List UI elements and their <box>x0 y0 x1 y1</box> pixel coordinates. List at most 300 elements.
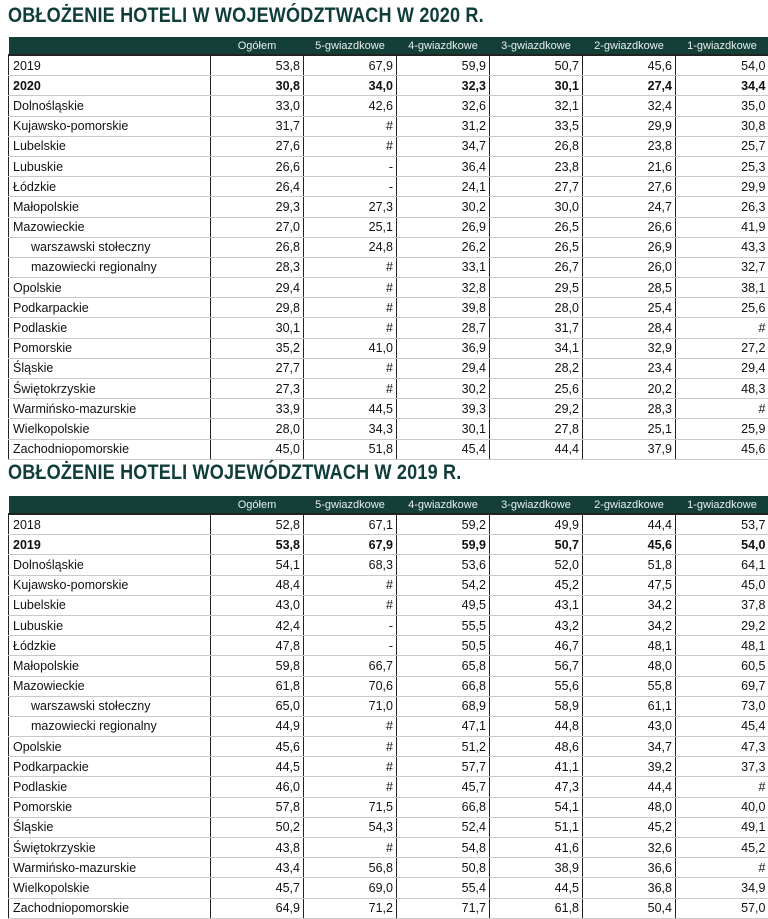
value-cell: 45,4 <box>397 439 490 459</box>
value-cell: 56,7 <box>490 656 583 676</box>
value-cell: 30,1 <box>211 318 304 338</box>
value-cell: 48,4 <box>211 575 304 595</box>
section-title: OBŁOŻENIE HOTELI WOJEWÓDZTWACH W 2019 R. <box>8 461 461 485</box>
value-cell: 59,8 <box>211 656 304 676</box>
value-cell: 45,2 <box>583 817 676 837</box>
value-cell: 45,7 <box>397 777 490 797</box>
value-cell: 73,0 <box>676 696 768 716</box>
value-cell: 28,0 <box>490 298 583 318</box>
value-cell: 54,0 <box>676 535 768 555</box>
value-cell: 39,3 <box>397 399 490 419</box>
value-cell: 33,0 <box>211 96 304 116</box>
value-cell: 23,8 <box>490 156 583 176</box>
value-cell: 49,5 <box>397 595 490 615</box>
region-label: 2020 <box>9 76 211 96</box>
value-cell: 43,0 <box>211 595 304 615</box>
value-cell: 26,5 <box>490 237 583 257</box>
header-cell: 5-gwiazdkowe <box>304 496 397 514</box>
table-row <box>9 419 768 439</box>
value-cell: 27,4 <box>583 76 676 96</box>
header-cell: 5-gwiazdkowe <box>304 37 397 55</box>
value-cell: 29,2 <box>676 615 768 635</box>
value-cell: 39,2 <box>583 757 676 777</box>
value-cell: 36,8 <box>583 878 676 898</box>
value-cell: 26,9 <box>583 237 676 257</box>
value-cell: # <box>676 399 768 419</box>
value-cell: 29,4 <box>397 358 490 378</box>
table-row <box>9 595 768 615</box>
value-cell: 49,9 <box>490 514 583 535</box>
value-cell: 45,2 <box>676 838 768 858</box>
region-label: Mazowieckie <box>9 676 211 696</box>
region-label: Łódzkie <box>9 636 211 656</box>
region-label: Podlaskie <box>9 777 211 797</box>
region-label: Dolnośląskie <box>9 96 211 116</box>
value-cell: 48,1 <box>583 636 676 656</box>
value-cell: 54,1 <box>211 555 304 575</box>
value-cell: 71,2 <box>304 898 397 918</box>
value-cell: 54,3 <box>304 817 397 837</box>
value-cell: 65,8 <box>397 656 490 676</box>
value-cell: 51,2 <box>397 737 490 757</box>
header-cell: 4-gwiazdkowe <box>397 496 490 514</box>
table-row <box>9 676 768 696</box>
table-row <box>9 156 768 176</box>
value-cell: 25,7 <box>676 136 768 156</box>
value-cell: 25,1 <box>304 217 397 237</box>
region-label: Podkarpackie <box>9 298 211 318</box>
value-cell: 30,2 <box>397 379 490 399</box>
table-row <box>9 197 768 217</box>
value-cell: 56,8 <box>304 858 397 878</box>
value-cell: 34,7 <box>397 136 490 156</box>
region-label: Kujawsko-pomorskie <box>9 116 211 136</box>
value-cell: 38,9 <box>490 858 583 878</box>
value-cell: 57,7 <box>397 757 490 777</box>
value-cell: - <box>304 156 397 176</box>
value-cell: 49,1 <box>676 817 768 837</box>
value-cell: 26,4 <box>211 177 304 197</box>
value-cell: 26,0 <box>583 257 676 277</box>
table-row <box>9 399 768 419</box>
value-cell: # <box>304 379 397 399</box>
value-cell: 51,8 <box>583 555 676 575</box>
value-cell: 34,1 <box>490 338 583 358</box>
value-cell: # <box>676 318 768 338</box>
value-cell: # <box>304 298 397 318</box>
value-cell: 35,2 <box>211 338 304 358</box>
value-cell: 53,7 <box>676 514 768 535</box>
value-cell: 41,6 <box>490 838 583 858</box>
value-cell: 59,9 <box>397 535 490 555</box>
value-cell: 28,3 <box>583 399 676 419</box>
value-cell: 65,0 <box>211 696 304 716</box>
table-row <box>9 858 768 878</box>
region-label: Wielkopolskie <box>9 419 211 439</box>
value-cell: 26,9 <box>397 217 490 237</box>
table-row <box>9 777 768 797</box>
value-cell: 52,4 <box>397 817 490 837</box>
value-cell: 61,8 <box>490 898 583 918</box>
region-label: Dolnośląskie <box>9 555 211 575</box>
region-label: 2018 <box>9 514 211 535</box>
value-cell: 43,0 <box>583 716 676 736</box>
value-cell: 48,1 <box>676 636 768 656</box>
value-cell: 27,3 <box>211 379 304 399</box>
value-cell: 70,6 <box>304 676 397 696</box>
table-row <box>9 797 768 817</box>
value-cell: - <box>304 636 397 656</box>
region-label: warszawski stołeczny <box>9 696 211 716</box>
region-label: Małopolskie <box>9 656 211 676</box>
header-cell: 1-gwiazdkowe <box>676 496 768 514</box>
value-cell: 68,3 <box>304 555 397 575</box>
value-cell: # <box>304 358 397 378</box>
table-row <box>9 96 768 116</box>
region-label: Lubuskie <box>9 156 211 176</box>
value-cell: 42,4 <box>211 615 304 635</box>
region-label: Świętokrzyskie <box>9 379 211 399</box>
value-cell: 26,7 <box>490 257 583 277</box>
value-cell: 47,5 <box>583 575 676 595</box>
value-cell: 61,8 <box>211 676 304 696</box>
value-cell: 37,3 <box>676 757 768 777</box>
value-cell: 25,1 <box>583 419 676 439</box>
value-cell: 24,1 <box>397 177 490 197</box>
header-cell: 3-gwiazdkowe <box>490 496 583 514</box>
region-label: Pomorskie <box>9 797 211 817</box>
table-row <box>9 656 768 676</box>
value-cell: 43,2 <box>490 615 583 635</box>
value-cell: 55,6 <box>490 676 583 696</box>
value-cell: 71,7 <box>397 898 490 918</box>
region-label: Kujawsko-pomorskie <box>9 575 211 595</box>
value-cell: 64,1 <box>676 555 768 575</box>
value-cell: # <box>304 575 397 595</box>
value-cell: 41,0 <box>304 338 397 358</box>
table-row <box>9 555 768 575</box>
value-cell: # <box>304 777 397 797</box>
value-cell: 53,8 <box>211 535 304 555</box>
value-cell: 50,2 <box>211 817 304 837</box>
region-label: Lubuskie <box>9 615 211 635</box>
value-cell: 58,9 <box>490 696 583 716</box>
region-label: Śląskie <box>9 817 211 837</box>
value-cell: 26,3 <box>676 197 768 217</box>
value-cell: 36,9 <box>397 338 490 358</box>
value-cell: 24,8 <box>304 237 397 257</box>
value-cell: 54,2 <box>397 575 490 595</box>
value-cell: 67,9 <box>304 55 397 76</box>
header-cell: Ogółem <box>211 496 304 514</box>
table-row <box>9 737 768 757</box>
table-row <box>9 898 768 918</box>
value-cell: 44,4 <box>583 777 676 797</box>
value-cell: 43,4 <box>211 858 304 878</box>
value-cell: 31,7 <box>211 116 304 136</box>
value-cell: 31,2 <box>397 116 490 136</box>
table-header-row <box>9 496 768 514</box>
value-cell: 33,5 <box>490 116 583 136</box>
value-cell: - <box>304 615 397 635</box>
value-cell: 57,0 <box>676 898 768 918</box>
value-cell: 31,7 <box>490 318 583 338</box>
value-cell: 27,3 <box>304 197 397 217</box>
value-cell: 59,2 <box>397 514 490 535</box>
value-cell: 47,1 <box>397 716 490 736</box>
value-cell: 21,6 <box>583 156 676 176</box>
value-cell: 50,7 <box>490 55 583 76</box>
region-label: Zachodniopomorskie <box>9 898 211 918</box>
region-label: Łódzkie <box>9 177 211 197</box>
table-row <box>9 177 768 197</box>
region-label: Śląskie <box>9 358 211 378</box>
value-cell: 43,1 <box>490 595 583 615</box>
value-cell: 53,8 <box>211 55 304 76</box>
value-cell: 71,5 <box>304 797 397 817</box>
region-label: Opolskie <box>9 278 211 298</box>
value-cell: 32,3 <box>397 76 490 96</box>
value-cell: 32,6 <box>583 838 676 858</box>
value-cell: 54,1 <box>490 797 583 817</box>
value-cell: 45,6 <box>583 55 676 76</box>
table-row <box>9 379 768 399</box>
value-cell: 32,9 <box>583 338 676 358</box>
value-cell: # <box>304 737 397 757</box>
table-row <box>9 318 768 338</box>
value-cell: 44,8 <box>490 716 583 736</box>
value-cell: 28,4 <box>583 318 676 338</box>
value-cell: 45,0 <box>676 575 768 595</box>
table-row <box>9 55 768 76</box>
table-row <box>9 716 768 736</box>
table-row <box>9 615 768 635</box>
value-cell: 34,3 <box>304 419 397 439</box>
value-cell: 27,8 <box>490 419 583 439</box>
value-cell: 28,2 <box>490 358 583 378</box>
header-cell: 1-gwiazdkowe <box>676 37 768 55</box>
value-cell: 29,9 <box>676 177 768 197</box>
value-cell: 27,7 <box>211 358 304 378</box>
value-cell: 45,4 <box>676 716 768 736</box>
value-cell: 52,8 <box>211 514 304 535</box>
table-row <box>9 696 768 716</box>
value-cell: 44,5 <box>304 399 397 419</box>
value-cell: 26,8 <box>490 136 583 156</box>
value-cell: # <box>304 318 397 338</box>
value-cell: 51,8 <box>304 439 397 459</box>
value-cell: 34,0 <box>304 76 397 96</box>
value-cell: 45,6 <box>583 535 676 555</box>
value-cell: 28,0 <box>211 419 304 439</box>
value-cell: 47,3 <box>490 777 583 797</box>
value-cell: 29,4 <box>676 358 768 378</box>
value-cell: 53,6 <box>397 555 490 575</box>
value-cell: 45,0 <box>211 439 304 459</box>
value-cell: 68,9 <box>397 696 490 716</box>
value-cell: 44,5 <box>211 757 304 777</box>
value-cell: 26,6 <box>583 217 676 237</box>
value-cell: 30,1 <box>490 76 583 96</box>
region-label: mazowiecki regionalny <box>9 257 211 277</box>
value-cell: 25,4 <box>583 298 676 318</box>
value-cell: 26,2 <box>397 237 490 257</box>
value-cell: 41,9 <box>676 217 768 237</box>
value-cell: 45,2 <box>490 575 583 595</box>
table-row <box>9 636 768 656</box>
table-row <box>9 278 768 298</box>
value-cell: 27,2 <box>676 338 768 358</box>
table-row <box>9 136 768 156</box>
value-cell: 67,9 <box>304 535 397 555</box>
value-cell: 44,9 <box>211 716 304 736</box>
value-cell: 54,8 <box>397 838 490 858</box>
table-header-row <box>9 37 768 55</box>
value-cell: 45,6 <box>211 737 304 757</box>
region-label: 2019 <box>9 535 211 555</box>
table-row <box>9 575 768 595</box>
value-cell: 42,6 <box>304 96 397 116</box>
header-cell: 2-gwiazdkowe <box>583 37 676 55</box>
table-row <box>9 116 768 136</box>
value-cell: 23,8 <box>583 136 676 156</box>
value-cell: 43,3 <box>676 237 768 257</box>
value-cell: # <box>304 116 397 136</box>
value-cell: 36,6 <box>583 858 676 878</box>
value-cell: 66,8 <box>397 676 490 696</box>
value-cell: 34,2 <box>583 615 676 635</box>
value-cell: 25,6 <box>490 379 583 399</box>
value-cell: 27,7 <box>490 177 583 197</box>
value-cell: 30,0 <box>490 197 583 217</box>
value-cell: # <box>676 777 768 797</box>
value-cell: 27,6 <box>583 177 676 197</box>
table-row <box>9 514 768 535</box>
value-cell: 20,2 <box>583 379 676 399</box>
value-cell: 32,7 <box>676 257 768 277</box>
value-cell: 35,0 <box>676 96 768 116</box>
value-cell: 29,9 <box>583 116 676 136</box>
header-cell: 2-gwiazdkowe <box>583 496 676 514</box>
value-cell: 50,8 <box>397 858 490 878</box>
region-label: Świętokrzyskie <box>9 838 211 858</box>
value-cell: # <box>304 716 397 736</box>
region-label: Pomorskie <box>9 338 211 358</box>
value-cell: 55,8 <box>583 676 676 696</box>
value-cell: 46,7 <box>490 636 583 656</box>
value-cell: 39,8 <box>397 298 490 318</box>
value-cell: 25,6 <box>676 298 768 318</box>
value-cell: 29,3 <box>211 197 304 217</box>
value-cell: 51,1 <box>490 817 583 837</box>
region-label: Podlaskie <box>9 318 211 338</box>
occupancy-table-2019 <box>8 496 768 919</box>
header-cell: 4-gwiazdkowe <box>397 37 490 55</box>
region-label: Zachodniopomorskie <box>9 439 211 459</box>
table-row <box>9 237 768 257</box>
value-cell: 55,4 <box>397 878 490 898</box>
region-label: 2019 <box>9 55 211 76</box>
section-title: OBŁOŻENIE HOTELI W WOJEWÓDZTWACH W 2020 R. <box>8 4 484 28</box>
region-label: Lubelskie <box>9 136 211 156</box>
value-cell: 44,4 <box>490 439 583 459</box>
value-cell: # <box>304 257 397 277</box>
region-label: Mazowieckie <box>9 217 211 237</box>
value-cell: 37,9 <box>583 439 676 459</box>
value-cell: 69,7 <box>676 676 768 696</box>
value-cell: # <box>304 595 397 615</box>
value-cell: 30,8 <box>211 76 304 96</box>
table-row <box>9 535 768 555</box>
value-cell: 34,7 <box>583 737 676 757</box>
value-cell: 33,1 <box>397 257 490 277</box>
value-cell: 44,4 <box>583 514 676 535</box>
table-row <box>9 878 768 898</box>
value-cell: 50,5 <box>397 636 490 656</box>
value-cell: 40,0 <box>676 797 768 817</box>
value-cell: 28,3 <box>211 257 304 277</box>
value-cell: 32,4 <box>583 96 676 116</box>
value-cell: 34,2 <box>583 595 676 615</box>
value-cell: 52,0 <box>490 555 583 575</box>
value-cell: - <box>304 177 397 197</box>
value-cell: 29,8 <box>211 298 304 318</box>
value-cell: 24,7 <box>583 197 676 217</box>
value-cell: 30,8 <box>676 116 768 136</box>
value-cell: 54,0 <box>676 55 768 76</box>
table-row <box>9 257 768 277</box>
value-cell: 26,5 <box>490 217 583 237</box>
value-cell: 29,4 <box>211 278 304 298</box>
value-cell: 26,6 <box>211 156 304 176</box>
table-row <box>9 338 768 358</box>
value-cell: 30,2 <box>397 197 490 217</box>
value-cell: 27,0 <box>211 217 304 237</box>
value-cell: 45,7 <box>211 878 304 898</box>
table-row <box>9 757 768 777</box>
value-cell: 48,0 <box>583 797 676 817</box>
region-label: Warmińsko-mazurskie <box>9 399 211 419</box>
value-cell: 43,8 <box>211 838 304 858</box>
value-cell: 48,6 <box>490 737 583 757</box>
value-cell: 23,4 <box>583 358 676 378</box>
table-row <box>9 439 768 459</box>
value-cell: # <box>304 278 397 298</box>
value-cell: 61,1 <box>583 696 676 716</box>
value-cell: 44,5 <box>490 878 583 898</box>
header-cell: Ogółem <box>211 37 304 55</box>
value-cell: 25,3 <box>676 156 768 176</box>
value-cell: 55,5 <box>397 615 490 635</box>
value-cell: 28,5 <box>583 278 676 298</box>
region-label: Podkarpackie <box>9 757 211 777</box>
region-label: Opolskie <box>9 737 211 757</box>
value-cell: 46,0 <box>211 777 304 797</box>
value-cell: 29,2 <box>490 399 583 419</box>
value-cell: 50,4 <box>583 898 676 918</box>
value-cell: 27,6 <box>211 136 304 156</box>
occupancy-table-2020 <box>8 37 768 460</box>
value-cell: 32,8 <box>397 278 490 298</box>
value-cell: 41,1 <box>490 757 583 777</box>
value-cell: 60,5 <box>676 656 768 676</box>
value-cell: 71,0 <box>304 696 397 716</box>
value-cell: 59,9 <box>397 55 490 76</box>
value-cell: 36,4 <box>397 156 490 176</box>
value-cell: 26,8 <box>211 237 304 257</box>
value-cell: 34,9 <box>676 878 768 898</box>
value-cell: 28,7 <box>397 318 490 338</box>
